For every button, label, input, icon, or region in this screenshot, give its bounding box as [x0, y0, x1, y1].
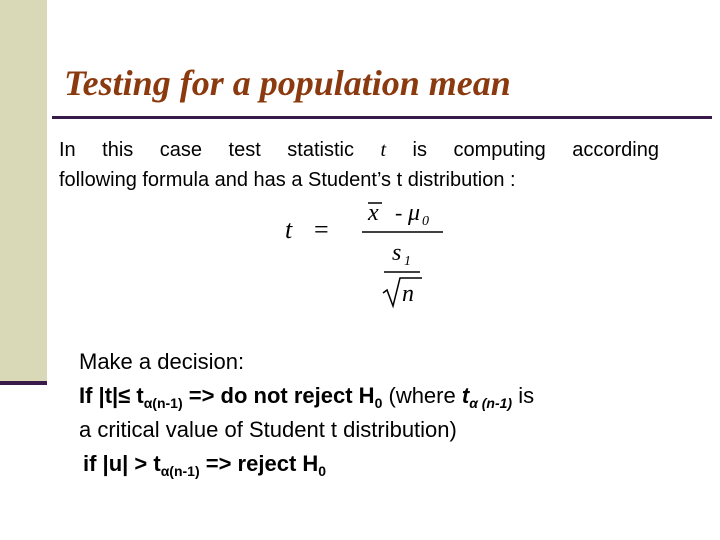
rule1-paren-end: is [512, 383, 535, 408]
intro-line-1 [59, 135, 659, 165]
decision-block [79, 345, 709, 481]
decision-rule-1-line-2: a critical value of Student t distribution) [79, 417, 457, 442]
rule1-prefix: If |t|≤ t [79, 383, 144, 408]
formula-equals: = [314, 215, 329, 244]
decorative-side-band [0, 0, 47, 384]
rule1-h-sub: 0 [374, 395, 383, 411]
intro-variable-t: t [380, 139, 387, 161]
slide-title: Testing for a population mean [64, 63, 511, 103]
intro-text: is computing according [386, 139, 659, 161]
rule2-h-sub: 0 [318, 463, 327, 479]
title-underline [52, 116, 712, 119]
decision-heading: Make a decision: [79, 349, 245, 374]
formula-lhs: t [285, 215, 293, 244]
rule1-mid: => do not reject H [182, 383, 375, 408]
intro-line-2: following formula and has a Student’s t distribution : [59, 169, 516, 191]
side-band-divider [0, 381, 47, 385]
formula-s: s [392, 240, 402, 266]
t-statistic-formula [280, 198, 460, 313]
intro-paragraph [59, 135, 659, 195]
formula-mu-sub: 0 [422, 214, 429, 229]
rule2-prefix: if |u| > t [83, 451, 161, 476]
decision-rule-1 [79, 379, 709, 413]
rule1-sub: α(n-1) [143, 395, 183, 411]
formula-n: n [402, 281, 414, 307]
decision-rule-2 [79, 447, 709, 481]
rule2-mid: => reject H [199, 451, 319, 476]
intro-text: In this case test statistic [59, 139, 381, 161]
rule1-paren: (where [382, 383, 462, 408]
rule1-t: t [461, 383, 470, 408]
formula-minus: - [395, 200, 403, 225]
formula-s-sub: 1 [404, 254, 411, 269]
rule2-sub: α(n-1) [160, 463, 200, 479]
formula-mu: μ [408, 200, 421, 226]
formula-x: x [368, 200, 379, 226]
rule1-t-sub: α (n-1) [469, 395, 513, 411]
